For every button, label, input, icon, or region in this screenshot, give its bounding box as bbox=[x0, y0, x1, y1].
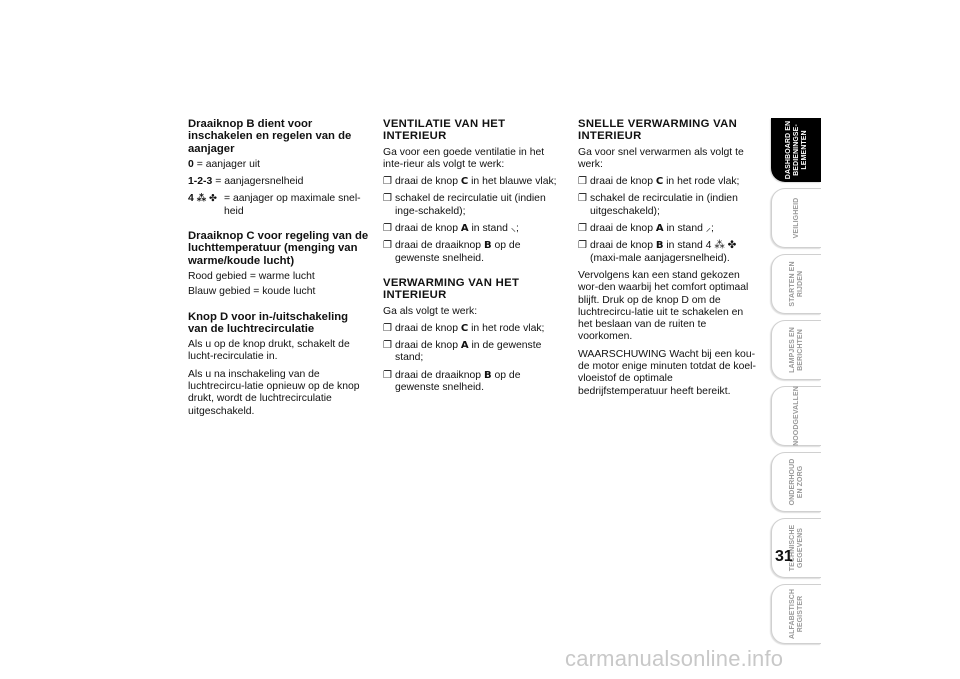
item-text: schakel de recirculatie in (indien uitgeschakeld); bbox=[590, 193, 738, 217]
def-text: = aanjager uit bbox=[196, 158, 261, 170]
intro-ventilation: Ga voor een goede ventilatie in het inte-rieur als volgt te werk: bbox=[383, 146, 545, 170]
list-item bbox=[383, 240, 565, 265]
watermark: carmanualsonline.info bbox=[565, 646, 784, 671]
control-letter: C bbox=[655, 176, 664, 188]
def-0 bbox=[188, 159, 370, 171]
list-item bbox=[578, 223, 760, 235]
checkbox-bullet-icon: ❐ bbox=[383, 176, 392, 188]
item-text: op de gewenste snelheid. bbox=[395, 240, 521, 264]
tab-label: NOODGEVALLEN bbox=[792, 386, 800, 446]
heading-ventilation: VENTILATIE VAN HET INTERIEUR bbox=[383, 118, 506, 143]
tab-5[interactable] bbox=[771, 386, 821, 446]
item-text: draai de knop bbox=[395, 223, 461, 235]
tab-label: VEILIGHEID bbox=[792, 197, 800, 239]
heading-button-d: Knop D voor in-/uitschakeling van de luchtrecirculatie bbox=[188, 310, 349, 335]
fast-heating-steps bbox=[578, 176, 760, 265]
list-item bbox=[383, 176, 565, 188]
checkbox-bullet-icon: ❐ bbox=[383, 340, 392, 352]
heading-knob-c: Draaiknop C voor regeling van de luchttemperatuur (menging van warme/koude lucht) bbox=[188, 230, 369, 267]
checkbox-bullet-icon: ❐ bbox=[578, 240, 587, 252]
item-text: draai de knop bbox=[395, 176, 461, 188]
list-item bbox=[383, 223, 565, 235]
list-item bbox=[383, 370, 565, 395]
item-text: op de gewenste snelheid. bbox=[395, 369, 521, 394]
tab-label: STARTEN EN RIJDEN bbox=[788, 261, 804, 307]
control-letter: C bbox=[460, 176, 469, 188]
item-text: draai de knop bbox=[590, 176, 656, 188]
warning-paragraph: WAARSCHUWING Wacht bij een kou-de motor enige minuten totdat de koel-vloeistof de optimale bedrijfstemperatuur heeft bereikt. bbox=[578, 348, 756, 397]
control-letter: B bbox=[655, 240, 664, 252]
checkbox-bullet-icon: ❐ bbox=[383, 223, 392, 235]
list-item bbox=[578, 240, 760, 265]
checkbox-bullet-icon: ❐ bbox=[578, 223, 587, 235]
tab-8[interactable] bbox=[771, 584, 821, 644]
item-text: in stand 4 ⁂ ✤ (maxi-male aanjagersnelheid). bbox=[590, 240, 737, 264]
def-text: = aanjagersnelheid bbox=[215, 176, 304, 188]
tab-3[interactable] bbox=[771, 254, 821, 314]
column-3 bbox=[578, 118, 760, 403]
fan-max-icon: ⁂ ✤ bbox=[196, 193, 217, 205]
item-text: draai de draaiknop bbox=[395, 240, 484, 252]
list-item bbox=[578, 176, 760, 188]
item-text: draai de knop bbox=[395, 340, 461, 352]
item-text: in stand ⸜; bbox=[468, 223, 519, 235]
def-4 bbox=[188, 193, 370, 218]
section-tabs bbox=[771, 118, 821, 650]
item-text: in het blauwe vlak; bbox=[468, 176, 557, 188]
item-text: in het rode vlak; bbox=[663, 176, 740, 188]
control-letter: A bbox=[460, 340, 469, 352]
tab-2[interactable] bbox=[771, 188, 821, 248]
heading-knob-b: Draaiknop B dient voor inschakelen en regelen van de aanjager bbox=[188, 118, 352, 155]
paragraph: Als u na inschakeling van de luchtrecircu-latie opnieuw op de knop drukt, wordt de luchtrecirculatie uitgeschakeld. bbox=[188, 368, 360, 417]
list-item bbox=[578, 193, 760, 218]
item-text: draai de draaiknop bbox=[395, 369, 484, 381]
def-text: = aanjager op maximale snel-heid bbox=[224, 193, 361, 217]
ventilation-steps bbox=[383, 176, 565, 265]
item-text: draai de knop bbox=[590, 240, 656, 252]
paragraph: Vervolgens kan een stand gekozen wor-den waarbij het comfort optimaal blijft. Druk op de knop D om de luchtrecircu-latie uit te schakelen en het beslaan van de ruiten te voorkomen. bbox=[578, 269, 749, 343]
intro-fast-heating: Ga voor snel verwarmen als volgt te werk: bbox=[578, 146, 744, 170]
item-text: draai de knop bbox=[590, 223, 656, 235]
tab-label: LAMPJES EN BERICHTEN bbox=[788, 327, 804, 373]
control-letter: A bbox=[460, 223, 469, 235]
item-text: in stand ⸝; bbox=[663, 223, 714, 235]
list-item bbox=[383, 323, 565, 335]
def-key: 1-2-3 bbox=[188, 176, 213, 188]
list-item bbox=[383, 193, 565, 218]
control-letter: B bbox=[483, 369, 492, 381]
tab-6[interactable] bbox=[771, 452, 821, 512]
tab-label: TECHNISCHE GEGEVENS bbox=[788, 524, 804, 572]
def-1-2-3 bbox=[188, 176, 370, 188]
checkbox-bullet-icon: ❐ bbox=[578, 193, 587, 205]
control-letter: B bbox=[483, 240, 492, 252]
tab-1[interactable] bbox=[771, 118, 821, 182]
item-text: draai de knop bbox=[395, 322, 461, 334]
tab-label: DASHBOARD EN BEDIENINGSE- LEMENTEN bbox=[784, 120, 808, 180]
tab-label: ALFABETISCH REGISTER bbox=[788, 588, 804, 640]
checkbox-bullet-icon: ❐ bbox=[383, 240, 392, 252]
tab-4[interactable] bbox=[771, 320, 821, 380]
def-key: 4 bbox=[188, 193, 194, 205]
control-letter: C bbox=[460, 322, 469, 334]
red-area-text: Rood gebied = warme lucht bbox=[188, 270, 315, 282]
control-letter: A bbox=[655, 223, 664, 235]
checkbox-bullet-icon: ❐ bbox=[383, 193, 392, 205]
item-text: in het rode vlak; bbox=[468, 322, 545, 334]
checkbox-bullet-icon: ❐ bbox=[383, 322, 392, 334]
checkbox-bullet-icon: ❐ bbox=[383, 369, 392, 381]
checkbox-bullet-icon: ❐ bbox=[578, 176, 587, 188]
item-text: schakel de recirculatie uit (indien inge-schakeld); bbox=[395, 193, 546, 217]
tab-label: ONDERHOUD EN ZORG bbox=[788, 458, 804, 506]
def-key: 0 bbox=[188, 158, 194, 170]
item-text: in de gewenste stand; bbox=[395, 340, 542, 364]
heating-steps bbox=[383, 323, 565, 394]
heading-heating: VERWARMING VAN HET INTERIEUR bbox=[383, 276, 520, 302]
column-2 bbox=[383, 118, 565, 399]
column-1 bbox=[188, 118, 370, 423]
paragraph: Als u op de knop drukt, schakelt de lucht-recirculatie in. bbox=[188, 339, 350, 363]
page-number: 31 bbox=[775, 548, 793, 565]
heading-fast-heating: SNELLE VERWARMING VAN INTERIEUR bbox=[578, 118, 738, 143]
intro-heating: Ga als volgt te werk: bbox=[383, 305, 478, 317]
list-item bbox=[383, 340, 565, 365]
blue-area-text: Blauw gebied = koude lucht bbox=[188, 286, 316, 298]
